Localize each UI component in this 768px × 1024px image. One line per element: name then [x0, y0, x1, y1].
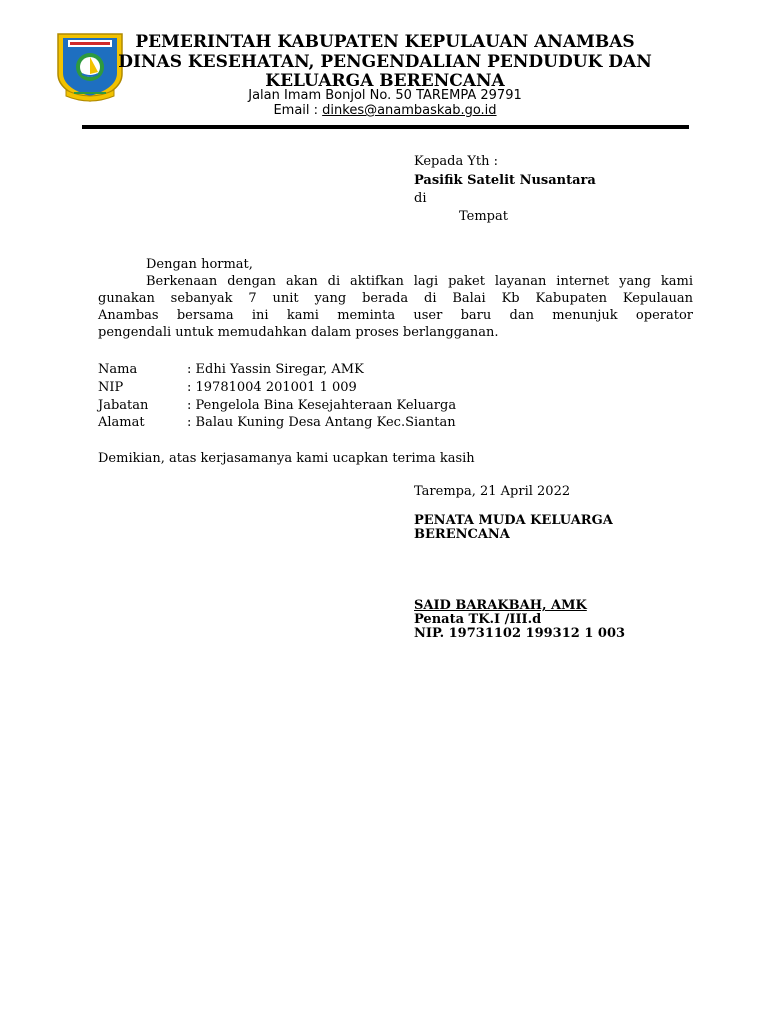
paragraph-line: gunakan sebanyak 7 unit yang berada di Balai Kb Kabupaten Kepulauan [98, 291, 693, 306]
letterhead-government-name: PEMERINTAH KABUPATEN KEPULAUAN ANAMBAS [135, 32, 635, 52]
signer-position-cont: BERENCANA [414, 527, 510, 542]
closing-sentence: Demikian, atas kerjasamanya kami ucapkan terima kasih [98, 451, 475, 466]
field-label-alamat: Alamat [98, 415, 145, 430]
field-value-jabatan: : Pengelola Bina Kesejahteraan Keluarga [187, 398, 457, 413]
paragraph-line: pengendali untuk memudahkan dalam proses berlangganan. [98, 325, 499, 340]
signer-name: SAID BARAKBAH, AMK [414, 598, 587, 613]
recipient-salutation: Kepada Yth : [414, 154, 499, 169]
signer-rank: Penata TK.I /III.d [414, 612, 542, 627]
letterhead-address: Jalan Imam Bonjol No. 50 TAREMPA 29791 [248, 88, 522, 103]
header-divider [82, 125, 689, 129]
email-label: Email : [273, 103, 323, 118]
field-label-jabatan: Jabatan [98, 398, 149, 413]
letterhead-agency-name: DINAS KESEHATAN, PENGENDALIAN PENDUDUK DAN [118, 52, 652, 72]
field-value-nip: : 19781004 201001 1 009 [187, 380, 357, 395]
body-paragraph [98, 273, 693, 341]
greeting: Dengan hormat, [146, 257, 253, 272]
place-date: Tarempa, 21 April 2022 [414, 484, 571, 499]
recipient-name: Pasifik Satelit Nusantara [414, 173, 596, 188]
paragraph-line: Anambas bersama ini kami meminta user baru dan menunjuk operator [98, 308, 693, 323]
signer-position: PENATA MUDA KELUARGA [414, 513, 613, 528]
signer-nip: NIP. 19731102 199312 1 003 [414, 626, 626, 641]
email-link[interactable]: dinkes@anambaskab.go.id [322, 103, 497, 118]
paragraph-line: Berkenaan dengan akan di aktifkan lagi paket layanan internet yang kami [146, 274, 693, 289]
field-label-nama: Nama [98, 362, 138, 377]
field-label-nip: NIP [98, 380, 124, 395]
recipient-place: Tempat [459, 209, 508, 224]
field-value-alamat: : Balau Kuning Desa Antang Kec.Siantan [187, 415, 456, 430]
letterhead-agency-name-cont: KELUARGA BERENCANA [265, 71, 505, 91]
letterhead-email-line [80, 103, 690, 119]
recipient-di: di [414, 191, 427, 206]
field-value-nama: : Edhi Yassin Siregar, AMK [187, 362, 364, 377]
